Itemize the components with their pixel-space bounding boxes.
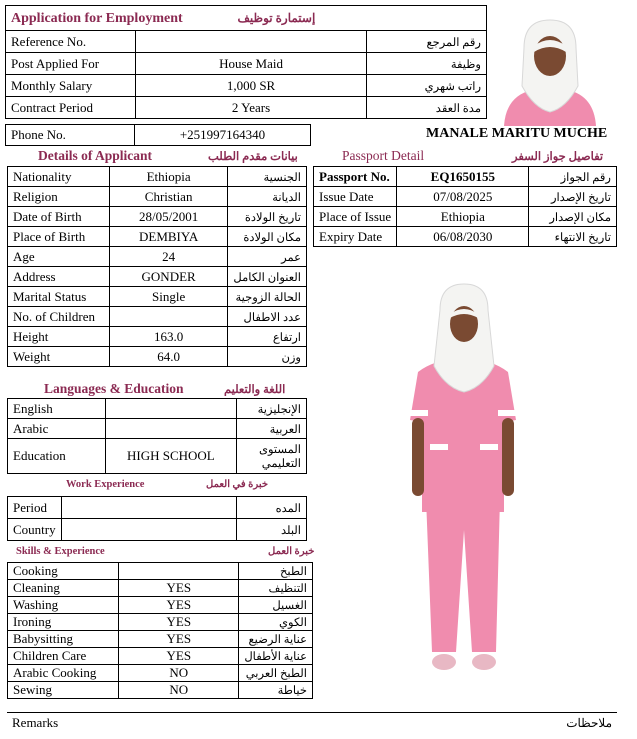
row-label: Ironing: [8, 614, 119, 631]
remarks-table: [7, 712, 617, 733]
passport-section-title-ar: تفاصيل جواز السفر: [512, 151, 604, 163]
passport-table: [313, 166, 617, 247]
row-label-ar: رقم المرجع: [367, 31, 487, 53]
row-label-ar: تاريخ الإصدار: [529, 187, 617, 207]
header-cell: [6, 6, 487, 31]
row-value: DEMBIYA: [109, 227, 228, 247]
title-ar: إستمارة توظيف: [237, 10, 316, 25]
row-value: [61, 497, 237, 519]
remarks-label: Remarks: [7, 713, 313, 734]
row-label-ar: راتب شهري: [367, 75, 487, 97]
row-value: HIGH SCHOOL: [105, 439, 237, 474]
applicant-row: [8, 287, 307, 307]
work-row: [8, 519, 307, 541]
row-label-ar: عمر: [228, 247, 307, 267]
row-label: No. of Children: [8, 307, 110, 327]
top-row: [6, 75, 487, 97]
row-label-ar: البلد: [237, 519, 307, 541]
work-row: [8, 497, 307, 519]
row-label-ar: وزن: [228, 347, 307, 367]
row-label: Arabic Cooking: [8, 665, 119, 682]
row-value: 24: [109, 247, 228, 267]
row-label-ar: المستوى التعليمي: [237, 439, 307, 474]
applicant-row: [8, 227, 307, 247]
row-label: Children Care: [8, 648, 119, 665]
row-label: Nationality: [8, 167, 110, 187]
phone-value: +251997164340: [135, 125, 311, 146]
row-label-ar: المده: [237, 497, 307, 519]
row-label-ar: الغسيل: [239, 597, 313, 614]
skills-table: [7, 562, 313, 699]
row-label: Arabic: [8, 419, 106, 439]
row-label: Washing: [8, 597, 119, 614]
full-body-photo: [396, 280, 530, 680]
row-value: 64.0: [109, 347, 228, 367]
applicant-table: [7, 166, 307, 367]
row-label-ar: العربية: [237, 419, 307, 439]
row-value: [105, 399, 237, 419]
applicant-row: [8, 207, 307, 227]
work-section-title: Work Experience: [66, 479, 145, 490]
applicant-row: [8, 307, 307, 327]
row-label: Cleaning: [8, 580, 119, 597]
passport-row: [314, 227, 617, 247]
row-value: YES: [119, 648, 239, 665]
top-row: [6, 31, 487, 53]
row-value: 2 Years: [135, 97, 366, 119]
row-label: Address: [8, 267, 110, 287]
row-label-ar: مدة العقد: [367, 97, 487, 119]
row-label: Cooking: [8, 563, 119, 580]
row-label: Height: [8, 327, 110, 347]
row-value: 28/05/2001: [109, 207, 228, 227]
phone-label: Phone No.: [6, 125, 135, 146]
row-label-ar: الطبخ العربي: [239, 665, 313, 682]
applicant-row: [8, 167, 307, 187]
row-label: Age: [8, 247, 110, 267]
skills-row: [8, 597, 313, 614]
row-value: Ethiopia: [397, 207, 529, 227]
skills-row: [8, 563, 313, 580]
row-label-ar: ارتفاع: [228, 327, 307, 347]
row-value: 07/08/2025: [397, 187, 529, 207]
row-label-ar: تاريخ الولادة: [228, 207, 307, 227]
language-row: [8, 399, 307, 419]
row-value: YES: [119, 580, 239, 597]
passport-row: [314, 207, 617, 227]
top-row: [6, 53, 487, 75]
row-value: 163.0: [109, 327, 228, 347]
row-label-ar: الإنجليزية: [237, 399, 307, 419]
headshot-photo: [494, 8, 606, 126]
row-value: YES: [119, 614, 239, 631]
row-label-ar: عدد الاطفال: [228, 307, 307, 327]
applicant-name: MANALE MARITU MUCHE: [426, 126, 608, 141]
row-value: EQ1650155: [397, 167, 529, 187]
skills-row: [8, 682, 313, 699]
passport-section-title: Passport Detail: [342, 148, 425, 163]
skills-row: [8, 665, 313, 682]
row-label: Place of Birth: [8, 227, 110, 247]
row-label-ar: التنظيف: [239, 580, 313, 597]
skills-section-title-ar: خبرة العمل: [268, 546, 315, 557]
row-label-ar: عناية الرضيع: [239, 631, 313, 648]
row-label: Reference No.: [6, 31, 136, 53]
row-label: Issue Date: [314, 187, 397, 207]
row-value: House Maid: [135, 53, 366, 75]
top-row: [6, 97, 487, 119]
languages-section-title-ar: اللغة والتعليم: [224, 384, 286, 396]
row-label: Place of Issue: [314, 207, 397, 227]
skills-row: [8, 631, 313, 648]
skills-row: [8, 580, 313, 597]
row-label-ar: الديانة: [228, 187, 307, 207]
row-label-ar: وظيفة: [367, 53, 487, 75]
row-value: YES: [119, 631, 239, 648]
work-table: [7, 496, 307, 541]
row-label-ar: مكان الولادة: [228, 227, 307, 247]
remarks-label-ar: ملاحظات: [313, 713, 617, 734]
top-info-table: [5, 30, 487, 119]
row-label: Weight: [8, 347, 110, 367]
language-row: [8, 419, 307, 439]
row-label: Period: [8, 497, 62, 519]
skills-section-title: Skills & Experience: [16, 546, 105, 557]
passport-row: [314, 187, 617, 207]
language-row: [8, 439, 307, 474]
row-value: [105, 419, 237, 439]
row-label-ar: العنوان الكامل: [228, 267, 307, 287]
row-label: Monthly Salary: [6, 75, 136, 97]
applicant-row: [8, 267, 307, 287]
row-value: Single: [109, 287, 228, 307]
row-label: Passport No.: [314, 167, 397, 187]
passport-row: [314, 167, 617, 187]
row-label-ar: عناية الأطفال: [239, 648, 313, 665]
row-value: NO: [119, 682, 239, 699]
applicant-row: [8, 327, 307, 347]
row-label-ar: الجنسية: [228, 167, 307, 187]
row-label-ar: الحالة الزوجية: [228, 287, 307, 307]
applicant-row: [8, 247, 307, 267]
language-table: [7, 398, 307, 474]
row-value: NO: [119, 665, 239, 682]
row-label: Babysitting: [8, 631, 119, 648]
row-label-ar: الكوي: [239, 614, 313, 631]
row-label: Religion: [8, 187, 110, 207]
applicant-section-title: Details of Applicant: [38, 148, 153, 163]
row-value: 1,000 SR: [135, 75, 366, 97]
row-label-ar: مكان الإصدار: [529, 207, 617, 227]
row-label: English: [8, 399, 106, 419]
row-value: [109, 307, 228, 327]
row-label-ar: الطبخ: [239, 563, 313, 580]
header-table: [5, 5, 487, 31]
phone-table: [5, 124, 311, 146]
row-label: Country: [8, 519, 62, 541]
row-label: Marital Status: [8, 287, 110, 307]
row-value: 06/08/2030: [397, 227, 529, 247]
row-label-ar: تاريخ الانتهاء: [529, 227, 617, 247]
row-label: Education: [8, 439, 106, 474]
row-value: [119, 563, 239, 580]
row-label: Expiry Date: [314, 227, 397, 247]
row-label: Sewing: [8, 682, 119, 699]
row-value: Christian: [109, 187, 228, 207]
row-label: Post Applied For: [6, 53, 136, 75]
applicant-row: [8, 187, 307, 207]
row-value: [135, 31, 366, 53]
row-label-ar: رقم الجواز: [529, 167, 617, 187]
row-label: Contract Period: [6, 97, 136, 119]
row-label: Date of Birth: [8, 207, 110, 227]
row-value: Ethiopia: [109, 167, 228, 187]
languages-section-title: Languages & Education: [44, 381, 184, 396]
row-value: [61, 519, 237, 541]
applicant-section-title-ar: بيانات مقدم الطلب: [208, 151, 298, 163]
row-value: GONDER: [109, 267, 228, 287]
applicant-row: [8, 347, 307, 367]
title-en: Application for Employment: [11, 10, 183, 26]
skills-row: [8, 648, 313, 665]
work-section-title-ar: خبرة في العمل: [206, 479, 269, 490]
row-value: YES: [119, 597, 239, 614]
skills-row: [8, 614, 313, 631]
row-label-ar: خياطة: [239, 682, 313, 699]
